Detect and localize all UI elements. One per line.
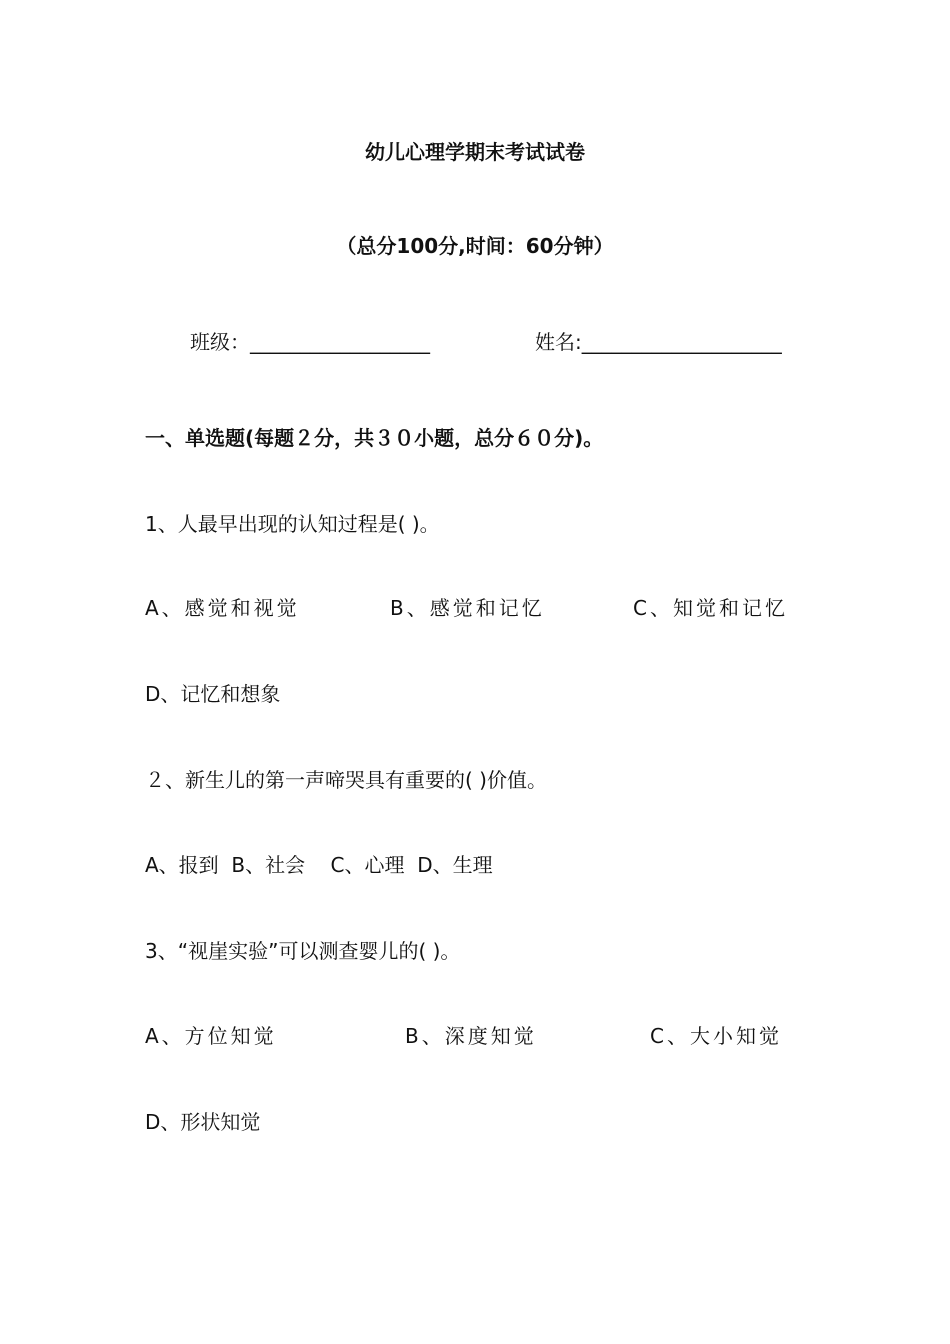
question-1-option-b: B、感觉和记忆 <box>390 596 545 620</box>
exam-title: 幼儿心理学期末考试试卷 <box>365 140 585 164</box>
question-3-stem: 3、“视崖实验”可以测查婴儿的( )。 <box>145 939 461 963</box>
name-field-label: 姓名:____________________ <box>535 330 782 354</box>
question-1-stem: 1、人最早出现的认知过程是( )。 <box>145 512 440 536</box>
question-2-stem: ２、新生儿的第一声啼哭具有重要的( )价值。 <box>145 768 547 792</box>
question-3-option-b: B、深度知觉 <box>405 1024 537 1048</box>
question-3-option-d: D、形状知觉 <box>145 1110 261 1134</box>
question-1-option-c: C、知觉和记忆 <box>633 596 788 620</box>
exam-subtitle: （总分100分,时间：60分钟） <box>336 234 614 258</box>
question-2-options: A、报到 B、社会 C、心理 D、生理 <box>145 853 493 877</box>
question-1-option-a: A、感觉和视觉 <box>145 596 300 620</box>
class-field-label: 班级：__________________ <box>190 330 430 354</box>
question-1-option-d: D、记忆和想象 <box>145 682 281 706</box>
question-3-option-c: C、大小知觉 <box>650 1024 782 1048</box>
section-heading: 一、单选题(每题２分，共３０小题，总分６０分)。 <box>145 426 604 450</box>
question-3-option-a: A、方位知觉 <box>145 1024 277 1048</box>
